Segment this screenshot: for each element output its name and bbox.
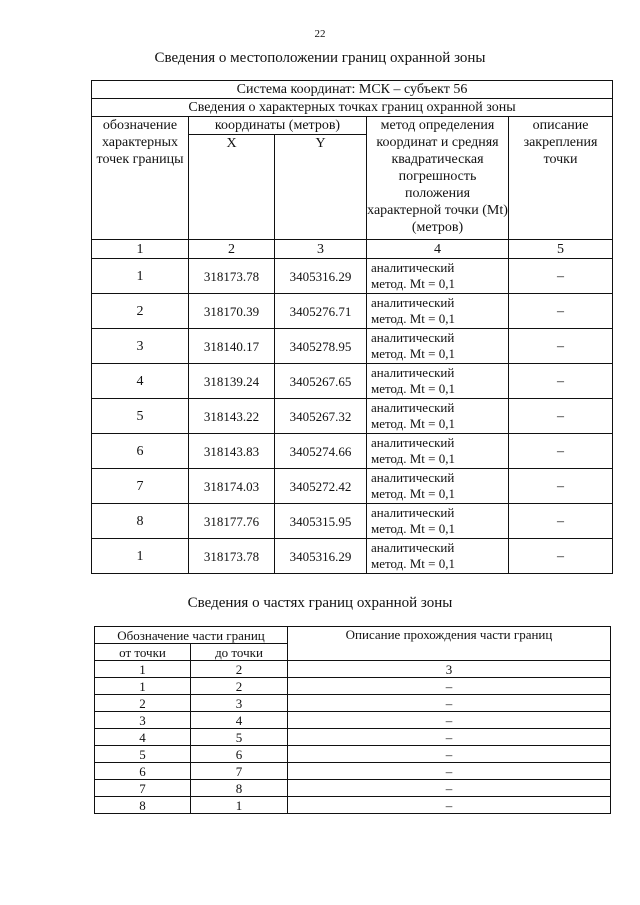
from-point: 5 xyxy=(95,746,191,763)
col-description-header: описание закрепления точки xyxy=(509,117,613,240)
main-title: Сведения о местоположении границ охранной зоны xyxy=(154,50,486,66)
coord-y: 3405316.29 xyxy=(275,259,367,294)
from-point: 6 xyxy=(95,763,191,780)
point-number: 2 xyxy=(92,294,189,329)
method-cell xyxy=(367,399,509,434)
coord-system-header: Система координат: МСК – субъект 56 xyxy=(92,81,613,99)
description-cell: – xyxy=(288,678,611,695)
page-number: 22 xyxy=(314,28,326,40)
from-point: 8 xyxy=(95,797,191,814)
to-point: 7 xyxy=(191,763,288,780)
col-method-header: метод определения координат и средняя квадратическая погрешность положения характерной точки (Mt) (метров) xyxy=(367,117,509,240)
table-row xyxy=(95,712,611,729)
description-cell: – xyxy=(509,434,613,469)
point-number: 4 xyxy=(92,364,189,399)
method-line: аналитический xyxy=(371,260,455,275)
description-cell: – xyxy=(288,763,611,780)
method-line: аналитический xyxy=(371,400,455,415)
description-cell: – xyxy=(288,712,611,729)
method-line: метод. Mt = 0,1 xyxy=(371,556,455,571)
coord-x: 318139.24 xyxy=(189,364,275,399)
table-row xyxy=(92,329,613,364)
col-number: 5 xyxy=(509,240,613,259)
from-point: 2 xyxy=(95,695,191,712)
to-point: 5 xyxy=(191,729,288,746)
description-cell: – xyxy=(509,329,613,364)
col-from-header: от точки xyxy=(95,644,191,661)
coord-x: 318173.78 xyxy=(189,539,275,574)
method-line: метод. Mt = 0,1 xyxy=(371,521,455,536)
method-cell xyxy=(367,469,509,504)
method-line: метод. Mt = 0,1 xyxy=(371,311,455,326)
method-cell xyxy=(367,504,509,539)
method-cell xyxy=(367,259,509,294)
point-number: 3 xyxy=(92,329,189,364)
coord-y: 3405272.42 xyxy=(275,469,367,504)
coord-y: 3405267.32 xyxy=(275,399,367,434)
method-line: аналитический xyxy=(371,540,455,555)
description-cell: – xyxy=(509,259,613,294)
table-row xyxy=(92,434,613,469)
method-line: метод. Mt = 0,1 xyxy=(371,451,455,466)
table-row xyxy=(92,469,613,504)
method-cell xyxy=(367,434,509,469)
description-cell: – xyxy=(509,539,613,574)
coord-y: 3405316.29 xyxy=(275,539,367,574)
col-number: 3 xyxy=(288,661,611,678)
boundary-points-table xyxy=(91,80,613,574)
method-line: аналитический xyxy=(371,330,455,345)
point-number: 1 xyxy=(92,259,189,294)
description-cell: – xyxy=(288,695,611,712)
col-number: 1 xyxy=(92,240,189,259)
description-cell: – xyxy=(509,504,613,539)
points-header: Сведения о характерных точках границ охранной зоны xyxy=(92,99,613,117)
description-cell: – xyxy=(509,294,613,329)
coord-y: 3405276.71 xyxy=(275,294,367,329)
to-point: 2 xyxy=(191,678,288,695)
boundary-parts-table xyxy=(94,626,611,814)
method-line: метод. Mt = 0,1 xyxy=(371,276,455,291)
method-line: метод. Mt = 0,1 xyxy=(371,381,455,396)
table-row xyxy=(95,729,611,746)
method-line: метод. Mt = 0,1 xyxy=(371,346,455,361)
from-point: 3 xyxy=(95,712,191,729)
coord-x: 318140.17 xyxy=(189,329,275,364)
point-number: 5 xyxy=(92,399,189,434)
table-row xyxy=(95,763,611,780)
table-row xyxy=(95,695,611,712)
method-cell xyxy=(367,539,509,574)
coord-y: 3405315.95 xyxy=(275,504,367,539)
coord-x: 318143.83 xyxy=(189,434,275,469)
description-cell: – xyxy=(288,797,611,814)
col-designation-header: Обозначение части границ xyxy=(95,627,288,644)
coord-x: 318177.76 xyxy=(189,504,275,539)
table-row xyxy=(95,797,611,814)
coord-x: 318174.03 xyxy=(189,469,275,504)
col-designation-header: обозначение характерных точек границы xyxy=(92,117,189,240)
description-cell: – xyxy=(509,364,613,399)
coord-y: 3405267.65 xyxy=(275,364,367,399)
col-to-header: до точки xyxy=(191,644,288,661)
table-row xyxy=(95,746,611,763)
point-number: 7 xyxy=(92,469,189,504)
coord-x: 318173.78 xyxy=(189,259,275,294)
from-point: 1 xyxy=(95,678,191,695)
to-point: 6 xyxy=(191,746,288,763)
to-point: 3 xyxy=(191,695,288,712)
col-number: 3 xyxy=(275,240,367,259)
method-line: метод. Mt = 0,1 xyxy=(371,486,455,501)
parts-table-body xyxy=(95,678,611,814)
description-cell: – xyxy=(509,399,613,434)
method-line: аналитический xyxy=(371,505,455,520)
col-y-header: Y xyxy=(275,135,367,240)
table-row xyxy=(92,539,613,574)
table-row xyxy=(95,780,611,797)
point-number: 8 xyxy=(92,504,189,539)
col-number: 1 xyxy=(95,661,191,678)
description-cell: – xyxy=(509,469,613,504)
to-point: 4 xyxy=(191,712,288,729)
table-row xyxy=(92,259,613,294)
coord-y: 3405274.66 xyxy=(275,434,367,469)
point-number: 1 xyxy=(92,539,189,574)
description-cell: – xyxy=(288,780,611,797)
coord-x: 318143.22 xyxy=(189,399,275,434)
description-cell: – xyxy=(288,746,611,763)
col-description-header: Описание прохождения части границ xyxy=(288,627,611,661)
method-cell xyxy=(367,294,509,329)
method-cell xyxy=(367,329,509,364)
points-table-body xyxy=(92,259,613,574)
table-row xyxy=(92,504,613,539)
from-point: 7 xyxy=(95,780,191,797)
from-point: 4 xyxy=(95,729,191,746)
table-row xyxy=(92,294,613,329)
table-row xyxy=(92,364,613,399)
description-cell: – xyxy=(288,729,611,746)
parts-title: Сведения о частях границ охранной зоны xyxy=(187,595,453,611)
point-number: 6 xyxy=(92,434,189,469)
coord-y: 3405278.95 xyxy=(275,329,367,364)
col-coords-header: координаты (метров) xyxy=(189,117,367,135)
table-row xyxy=(92,399,613,434)
method-line: аналитический xyxy=(371,365,455,380)
method-line: аналитический xyxy=(371,295,455,310)
method-line: аналитический xyxy=(371,435,455,450)
method-line: аналитический xyxy=(371,470,455,485)
table-row xyxy=(95,678,611,695)
col-number: 2 xyxy=(191,661,288,678)
method-line: метод. Mt = 0,1 xyxy=(371,416,455,431)
col-number: 4 xyxy=(367,240,509,259)
to-point: 1 xyxy=(191,797,288,814)
col-x-header: X xyxy=(189,135,275,240)
col-number: 2 xyxy=(189,240,275,259)
coord-x: 318170.39 xyxy=(189,294,275,329)
method-cell xyxy=(367,364,509,399)
to-point: 8 xyxy=(191,780,288,797)
